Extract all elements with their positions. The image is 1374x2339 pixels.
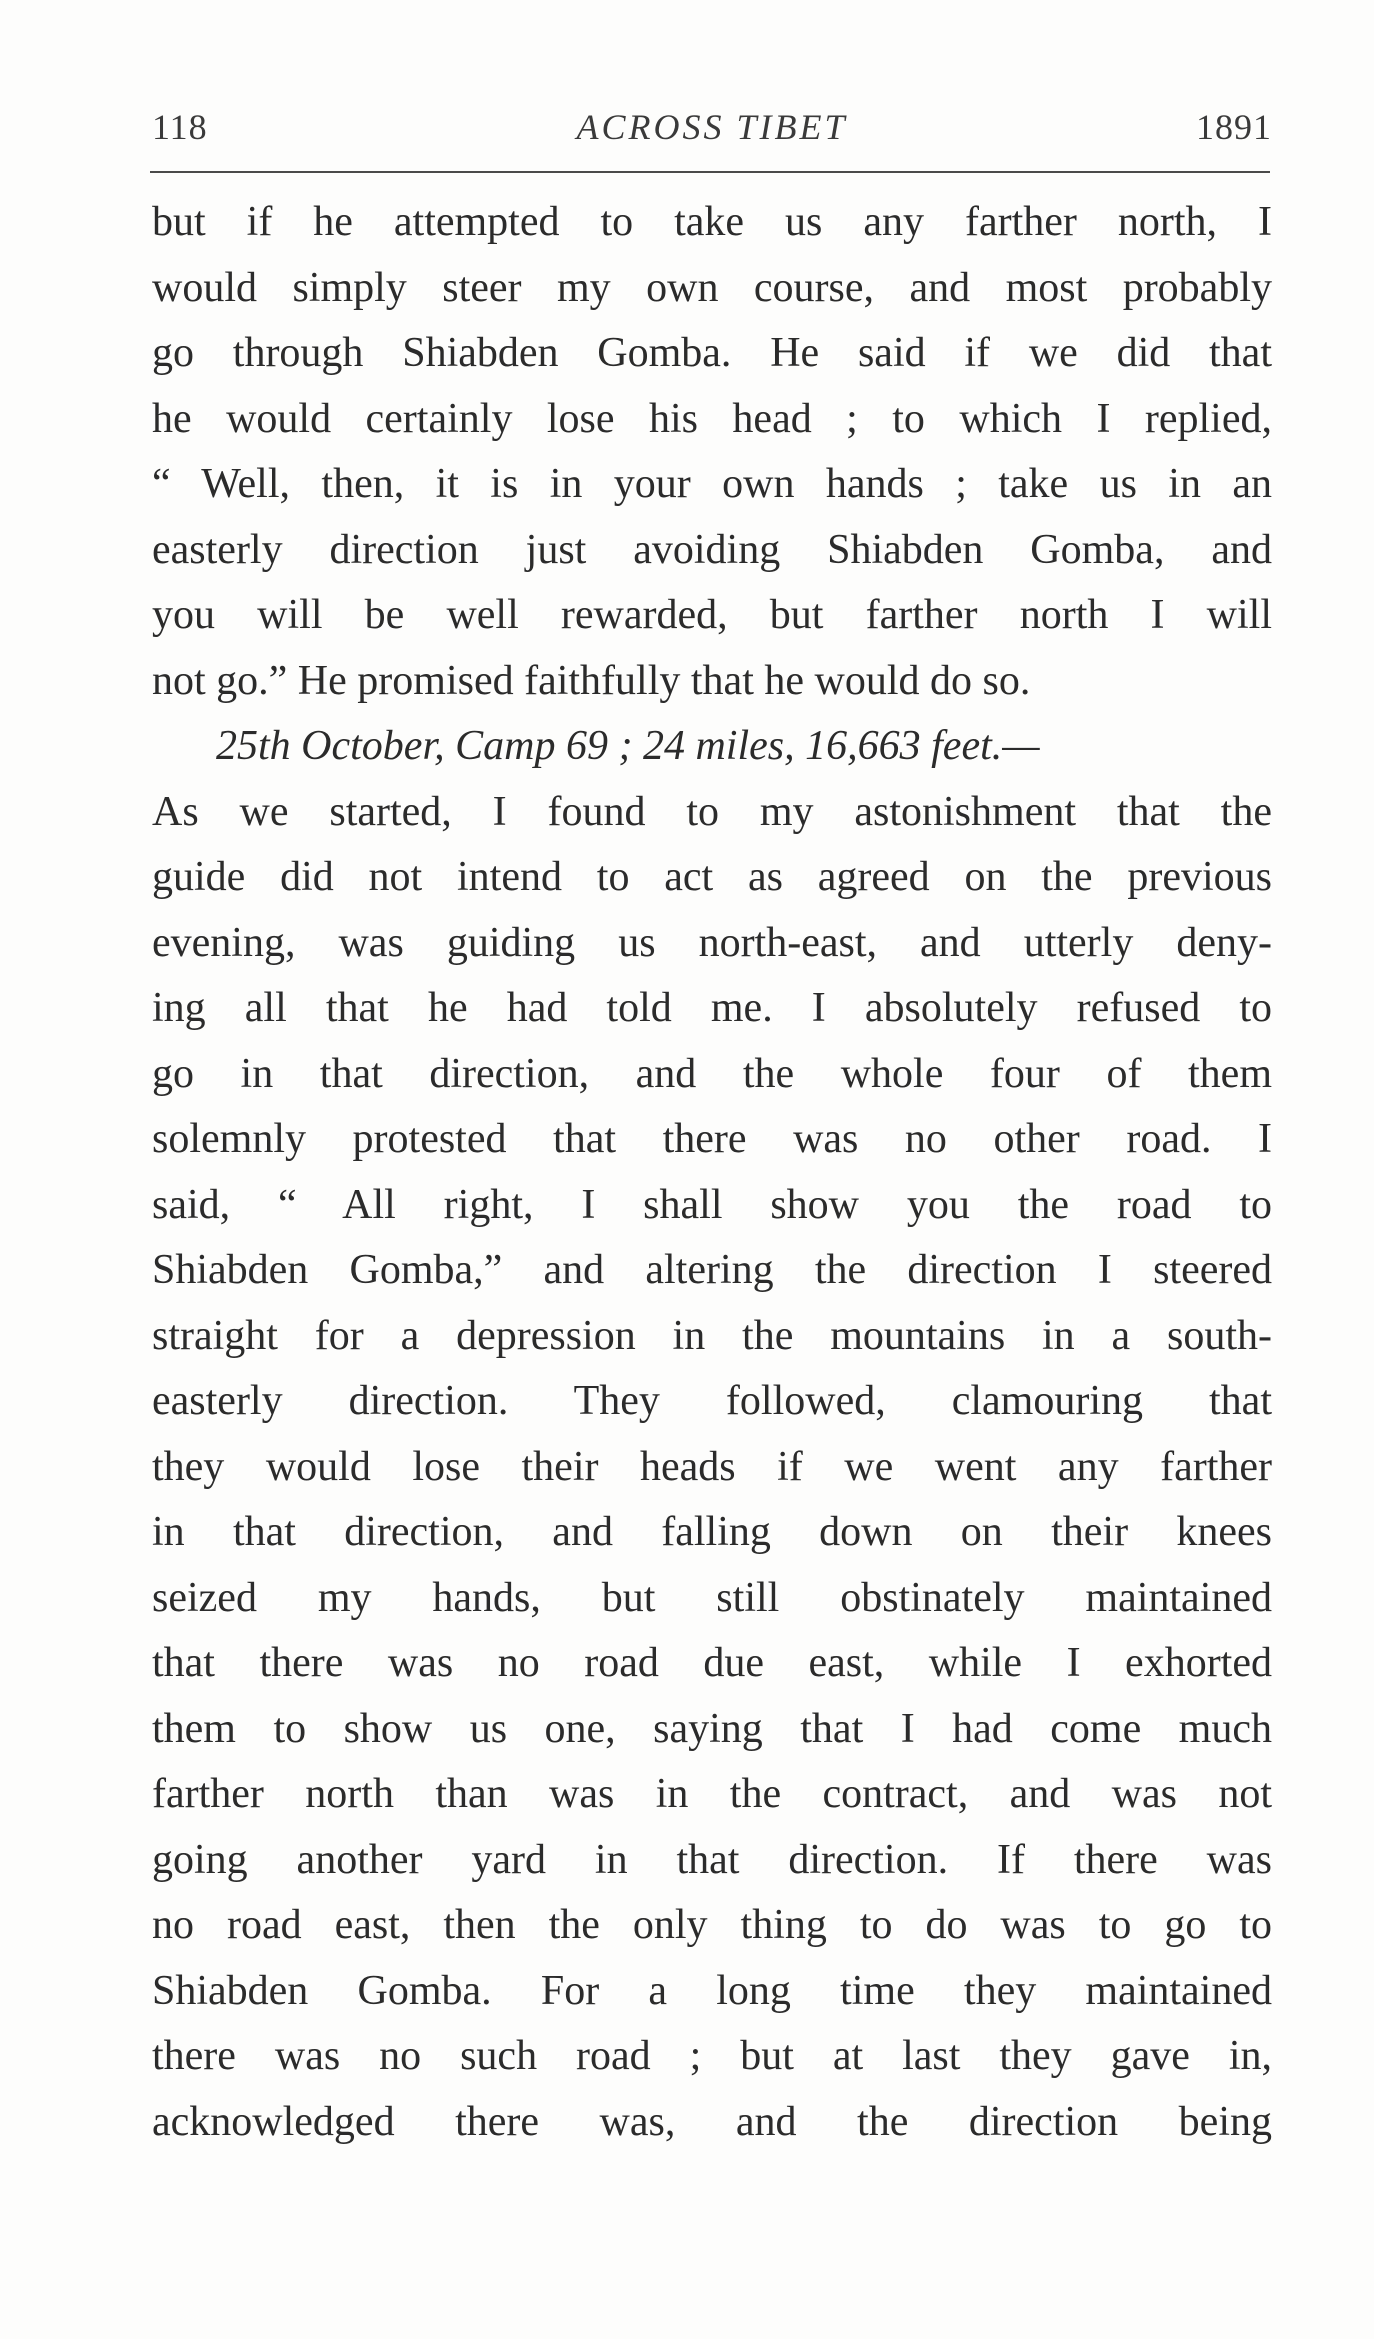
paragraph-1 bbox=[152, 190, 1272, 714]
text-line: evening, was guiding us north-east, and utterly deny- bbox=[152, 919, 1272, 966]
text-line: guide did not intend to act as agreed on the previous bbox=[152, 854, 1272, 900]
text-line: go in that direction, and the whole four of them bbox=[152, 1050, 1272, 1097]
page-number: 118 bbox=[152, 107, 208, 147]
text-line: Shiabden Gomba. For a long time they maintained bbox=[152, 1967, 1272, 2014]
diary-entry-heading: 25th October, Camp 69 ; 24 miles, 16,663 feet.— bbox=[216, 723, 1040, 769]
text-line: no road east, then the only thing to do was to go to bbox=[152, 1902, 1272, 1948]
text-line: solemnly protested that there was no other road. I bbox=[152, 1116, 1272, 1162]
text-line: he would certainly lose his head ; to which I replied, bbox=[152, 395, 1272, 442]
running-head bbox=[152, 106, 1272, 156]
text-line: you will be well rewarded, but farther north I will bbox=[152, 592, 1272, 638]
text-line: would simply steer my own course, and most probably bbox=[152, 264, 1272, 311]
text-line: Shiabden Gomba,” and altering the direction I steered bbox=[152, 1247, 1272, 1293]
text-line: easterly direction. They followed, clamouring that bbox=[152, 1378, 1272, 1424]
text-line: not go.” He promised faithfully that he would do so. bbox=[152, 657, 1031, 704]
text-line: As we started, I found to my astonishment that the bbox=[152, 788, 1272, 835]
text-line: there was no such road ; but at last they gave in, bbox=[152, 2033, 1272, 2079]
text-line: farther north than was in the contract, and was not bbox=[152, 1771, 1272, 1817]
text-line: going another yard in that direction. If there was bbox=[152, 1836, 1272, 1883]
text-line: “ Well, then, it is in your own hands ; take us in an bbox=[152, 461, 1272, 507]
text-line: but if he attempted to take us any farther north, I bbox=[152, 199, 1272, 245]
book-title: ACROSS TIBET bbox=[576, 107, 848, 147]
text-line: ing all that he had told me. I absolutely refused to bbox=[152, 985, 1272, 1031]
text-line: said, “ All right, I shall show you the road to bbox=[152, 1181, 1272, 1228]
paragraph-2 bbox=[152, 714, 1272, 2155]
header-rule bbox=[150, 171, 1270, 173]
text-line: in that direction, and falling down on their knees bbox=[152, 1509, 1272, 1555]
text-line: acknowledged there was, and the direction being bbox=[152, 2098, 1272, 2145]
text-line: they would lose their heads if we went any farther bbox=[152, 1443, 1272, 1490]
text-line: seized my hands, but still obstinately maintained bbox=[152, 1574, 1272, 1621]
text-line: go through Shiabden Gomba. He said if we did that bbox=[152, 330, 1272, 376]
text-line: straight for a depression in the mountains in a south- bbox=[152, 1312, 1272, 1359]
body-text bbox=[152, 190, 1272, 2155]
text-line: that there was no road due east, while I exhorted bbox=[152, 1640, 1272, 1686]
running-head-year: 1891 bbox=[1196, 107, 1272, 147]
text-line: easterly direction just avoiding Shiabden Gomba, and bbox=[152, 526, 1272, 573]
text-line: them to show us one, saying that I had come much bbox=[152, 1705, 1272, 1752]
